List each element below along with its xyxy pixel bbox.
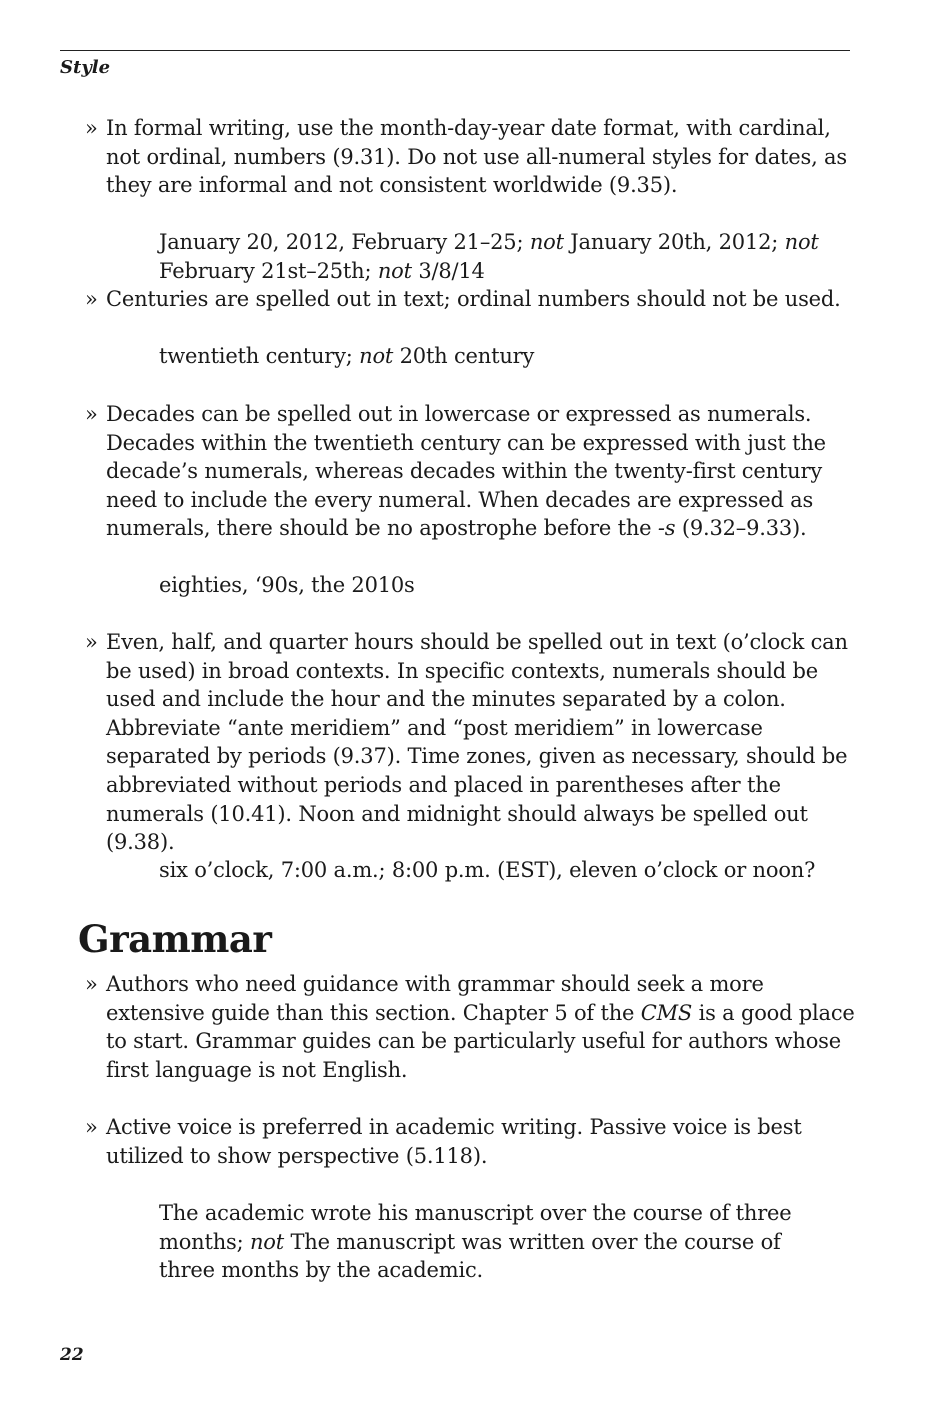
example-text: The academic wrote his manuscript over the course of three months; <box>159 1201 792 1254</box>
example-not: not <box>529 230 564 254</box>
example-text: 20th century <box>393 344 535 368</box>
example-active-voice <box>159 1199 839 1285</box>
example-not: not <box>359 344 394 368</box>
example-not: not <box>377 258 412 283</box>
bullet-marker: » <box>85 402 98 426</box>
list-item-dates <box>85 114 855 200</box>
bullet-text: Centuries are spelled out in text; ordinal numbers should not be used. <box>106 287 841 311</box>
list-item-grammar-guide <box>85 970 855 1084</box>
bullet-marker: » <box>85 116 98 140</box>
example-text: 3/8/14 <box>411 258 485 283</box>
list-item-times <box>85 628 855 857</box>
list-item-active-voice <box>85 1113 855 1170</box>
example-centuries <box>159 342 839 371</box>
example-dates <box>159 228 839 285</box>
section-heading-grammar: Grammar <box>78 917 272 961</box>
example-not: not <box>784 230 819 254</box>
bullet-marker: » <box>85 287 98 311</box>
example-times: six o’clock, 7:00 a.m.; 8:00 p.m. (EST), eleven o’clock or noon? <box>159 858 816 882</box>
bullet-text <box>106 400 855 543</box>
bullet-text: Even, half, and quarter hours should be spelled out in text (o’clock can be used) in broad contexts. In specific contexts, numerals should be used and include the hour and the minutes separated by a colon. Abbreviate “ante meridiem” and “post meridiem” in lowercase separated by periods (9.37). Time zones, given as necessary, should be abbreviated without periods and placed in parentheses after the numerals (10.41). Noon and midnight should always be spelled out (9.38). <box>106 630 848 855</box>
example-text: twentieth century; <box>159 344 360 368</box>
example-not: not <box>249 1229 284 1254</box>
example-text: January 20th, 2012; <box>563 230 785 254</box>
example-decades: eighties, ‘90s, the 2010s <box>159 573 415 597</box>
example-text: January 20, 2012, February 21–25; <box>159 230 530 254</box>
bullet-marker: » <box>85 630 98 654</box>
bullet-text-part: is a good place to start. Grammar guides can be particularly useful for authors whose first language is not English. <box>106 1000 855 1082</box>
list-item-decades <box>85 400 855 543</box>
bullet-text-emphasis: -s <box>657 516 676 541</box>
running-head: Style <box>60 57 111 78</box>
bullet-text: In formal writing, use the month-day-year date format, with cardinal, not ordinal, numbers (9.31). Do not use all-numeral styles for dates, as they are informal and not consistent worldwide (9.35). <box>106 116 847 198</box>
bullet-marker: » <box>85 972 98 996</box>
list-item-centuries <box>85 285 855 314</box>
example-text: The manuscript was written over the course of three months by the academic. <box>159 1229 781 1283</box>
bullet-text <box>106 970 855 1084</box>
example-text: February 21st–25th; <box>159 258 378 283</box>
bullet-marker: » <box>85 1115 98 1139</box>
bullet-text-part: Decades can be spelled out in lowercase or expressed as numerals. Decades within the twentieth century can be expressed with just the decade’s numerals, whereas decades within the twenty-first century need to include the every numeral. When decades are expressed as numerals, there should be no apostrophe before the <box>106 402 826 541</box>
bullet-text-emphasis: CMS <box>640 1000 693 1025</box>
header-rule <box>60 50 850 51</box>
bullet-text: Active voice is preferred in academic writing. Passive voice is best utilized to show perspective (5.118). <box>106 1115 802 1168</box>
bullet-text-part: Authors who need guidance with grammar should seek a more extensive guide than this section. Chapter 5 of the <box>106 972 764 1025</box>
page-number: 22 <box>60 1345 84 1365</box>
bullet-text-part: (9.32–9.33). <box>675 516 807 541</box>
